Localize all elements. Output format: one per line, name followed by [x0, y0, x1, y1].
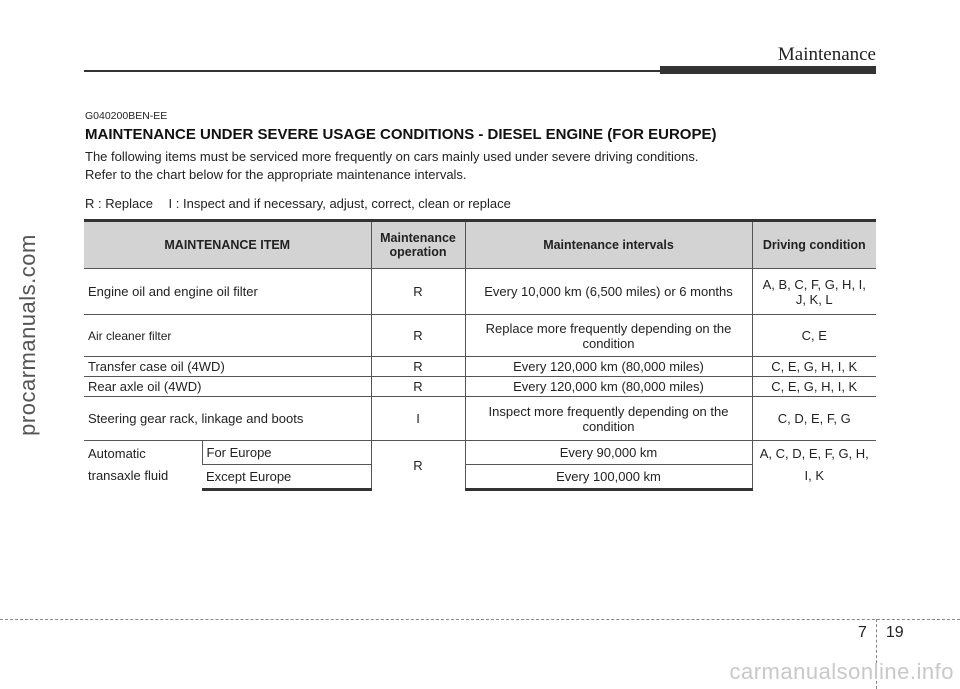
- row-operation: R: [371, 377, 465, 397]
- table-row: [84, 397, 876, 441]
- chapter-number: 7: [858, 624, 867, 641]
- row-condition: C, D, E, F, G: [752, 397, 876, 441]
- row-condition: C, E: [752, 315, 876, 357]
- row-item: Air cleaner filter: [84, 315, 371, 357]
- transaxle-item: Automatic transaxle fluid: [84, 441, 202, 490]
- table-header-row: [84, 221, 876, 269]
- intro-line-1: The following items must be serviced more frequently on cars mainly used under severe driving conditions.: [85, 149, 699, 164]
- bottom-watermark: carmanualsonline.info: [729, 659, 954, 684]
- transaxle-sub-label: For Europe: [202, 441, 371, 465]
- table-row: [84, 441, 876, 465]
- intro-text: [85, 148, 875, 184]
- table-row: [84, 377, 876, 397]
- row-operation: I: [371, 397, 465, 441]
- row-interval: Every 120,000 km (80,000 miles): [465, 377, 752, 397]
- row-condition: C, E, G, H, I, K: [752, 357, 876, 377]
- header-interval: Maintenance intervals: [465, 221, 752, 269]
- row-item: Transfer case oil (4WD): [84, 357, 371, 377]
- transaxle-operation: R: [371, 441, 465, 490]
- table-row: [84, 269, 876, 315]
- legend: [85, 196, 523, 211]
- header-bar: [660, 66, 876, 74]
- page-number-value: 19: [885, 624, 904, 641]
- page-number: [858, 624, 904, 642]
- side-watermark: procarmanuals.com: [15, 234, 40, 436]
- header-condition: Driving condition: [752, 221, 876, 269]
- row-item: Steering gear rack, linkage and boots: [84, 397, 371, 441]
- legend-inspect: I : Inspect and if necessary, adjust, correct, clean or replace: [168, 196, 511, 211]
- document-code: G040200BEN-EE: [85, 110, 168, 122]
- table-row: [84, 315, 876, 357]
- transaxle-interval: Every 90,000 km: [465, 441, 752, 465]
- row-interval: Inspect more frequently depending on the condition: [465, 397, 752, 441]
- maintenance-table: [84, 219, 876, 491]
- row-condition: C, E, G, H, I, K: [752, 377, 876, 397]
- row-interval: Replace more frequently depending on the condition: [465, 315, 752, 357]
- row-operation: R: [371, 357, 465, 377]
- legend-replace: R : Replace: [85, 196, 153, 211]
- table-row: [84, 357, 876, 377]
- row-operation: R: [371, 315, 465, 357]
- row-condition: A, B, C, F, G, H, I, J, K, L: [752, 269, 876, 315]
- footer-rule: [0, 619, 960, 620]
- header-item: MAINTENANCE ITEM: [84, 221, 371, 269]
- header-rule: [84, 70, 660, 72]
- intro-line-2: Refer to the chart below for the appropriate maintenance intervals.: [85, 167, 467, 182]
- section-title: Maintenance: [777, 44, 876, 65]
- row-operation: R: [371, 269, 465, 315]
- row-item: Rear axle oil (4WD): [84, 377, 371, 397]
- row-item: Engine oil and engine oil filter: [84, 269, 371, 315]
- row-interval: Every 10,000 km (6,500 miles) or 6 months: [465, 269, 752, 315]
- page-title: MAINTENANCE UNDER SEVERE USAGE CONDITIONS - DIESEL ENGINE (FOR EUROPE): [85, 126, 717, 143]
- transaxle-sub-label: Except Europe: [202, 464, 371, 489]
- transaxle-condition: A, C, D, E, F, G, H, I, K: [752, 441, 876, 490]
- header-operation: Maintenance operation: [371, 221, 465, 269]
- row-interval: Every 120,000 km (80,000 miles): [465, 357, 752, 377]
- transaxle-interval: Every 100,000 km: [465, 464, 752, 489]
